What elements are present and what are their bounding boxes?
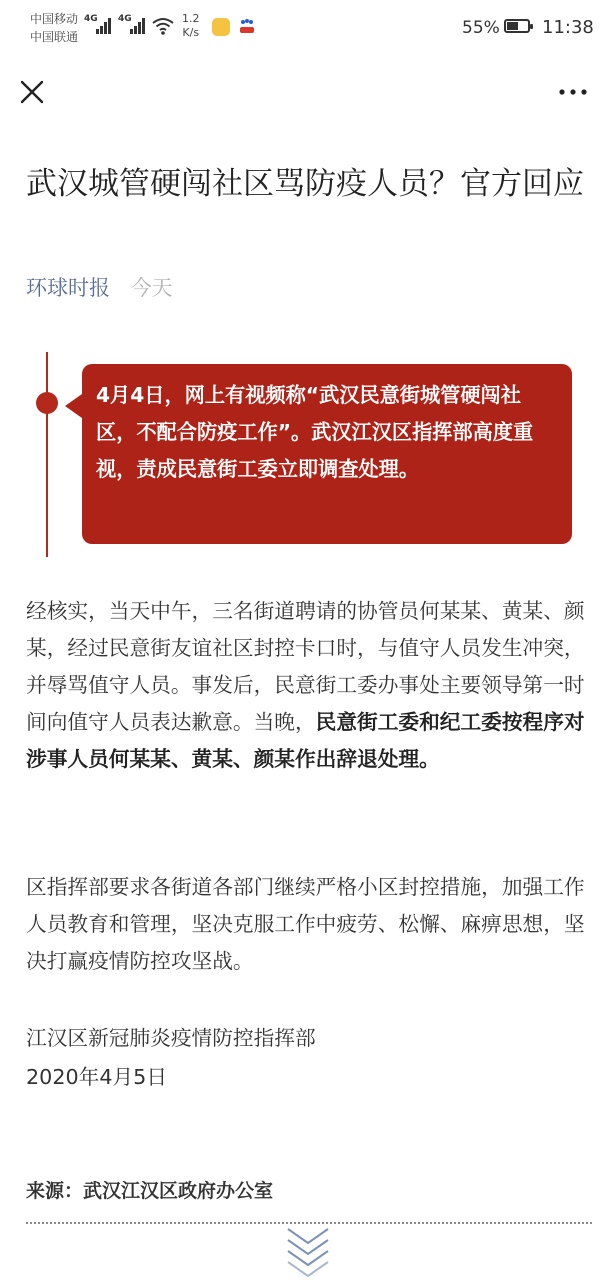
signature-org: 江汉区新冠肺炎疫情防控指挥部 [26,1026,316,1050]
timeline-dot [36,392,58,414]
highlight-callout: 4月4日，网上有视频称“武汉民意街城管硬闯社区，不配合防疫工作”。武汉江汉区指挥部高度重视，责成民意街工委立即调查处理。 [82,364,572,544]
scroll-down-chevron-icon[interactable] [284,1225,332,1280]
close-icon[interactable] [18,78,46,106]
more-icon[interactable] [556,80,590,104]
baidu-icon [238,18,256,36]
publish-date: 今天 [130,276,173,300]
carrier-labels [30,10,78,46]
paragraph-1 [26,593,592,778]
battery-icon [504,19,530,33]
footer-source: 来源：武汉江汉区政府办公室 [26,1180,274,1202]
article-title: 武汉城管硬闯社区骂防疫人员？官方回应 [26,166,584,202]
dotted-divider [26,1222,592,1224]
paragraph-2: 区指挥部要求各街道各部门继续严格小区封控措施，加强工作人员教育和管理，坚决克服工作中疲劳、松懈、麻痹思想，坚决打赢疫情防控攻坚战。 [26,875,585,973]
article-meta [26,272,173,302]
battery-percent: 55% [462,18,500,38]
carrier-1: 中国移动 [30,12,79,26]
clock: 11:38 [542,17,594,38]
timeline-line [46,352,48,557]
signature-date: 2020年4月5日 [26,1065,168,1089]
status-bar: 中国移动 中国联通 4G 4G 1.2 K/s 55% 11:38 [30,12,594,44]
paragraph-1-bold: 民意街工委和纪工委按程序对涉事人员何某某、黄某、颜某作出辞退处理。 [26,710,585,771]
paragraph-1-text: 经核实，当天中午，三名街道聘请的协管员何某某、黄某、颜某，经过民意街友谊社区封控卡口时，与值守人员发生冲突，并辱骂值守人员。事发后，民意街工委办事处主要领导第一时间向值守人员表达歉意。当晚， [26,599,585,734]
account-name-link[interactable]: 环球时报 [26,276,110,300]
wifi-icon [152,16,174,36]
network-speed: 1.2 K/s [182,12,200,39]
app-notification-icon [212,18,230,36]
carrier-2: 中国联通 [30,30,79,44]
